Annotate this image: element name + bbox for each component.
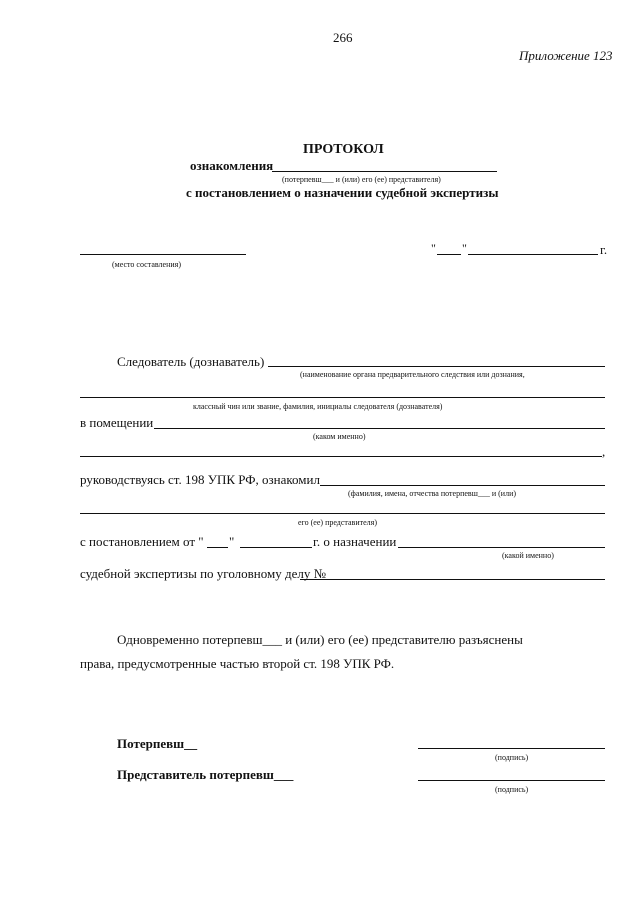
representative-caption: его (ее) представителя) xyxy=(298,518,377,527)
decree-which-blank-line xyxy=(398,547,605,548)
premises-caption: (каком именно) xyxy=(313,432,366,441)
page-number: 266 xyxy=(333,30,353,45)
victim-signature-line xyxy=(418,748,605,749)
case-number-blank-line xyxy=(300,579,605,580)
representative-blank-line xyxy=(80,513,605,514)
subject-blank-line xyxy=(272,171,497,172)
protocol-subtitle-1: ознакомления xyxy=(190,158,274,173)
protocol-subtitle-2: с постановлением о назначении судебной экспертизы xyxy=(186,185,499,200)
decree-close-quote: " xyxy=(229,534,235,549)
fio-caption: (фамилия, имена, отчества потерпевш___ и (или) xyxy=(348,489,517,498)
rank-blank-line xyxy=(80,397,605,398)
date-day-blank xyxy=(437,254,461,255)
decree-which-caption: (какой именно) xyxy=(502,551,554,560)
decree-label: с постановлением от " xyxy=(80,534,204,549)
decree-year-label: г. о назначении xyxy=(313,534,397,549)
rank-caption: классный чин или звание, фамилия, инициалы следователя (дознавателя) xyxy=(193,402,443,411)
rights-paragraph-line-1: Одновременно потерпевш___ и (или) его (ее) представителю разъяснены xyxy=(117,632,523,647)
representative-signature-caption: (подпись) xyxy=(495,785,529,794)
place-blank-line xyxy=(80,254,246,255)
appendix-label: Приложение 123 xyxy=(519,48,613,63)
date-month-year-blank xyxy=(468,254,598,255)
premises-label: в помещении xyxy=(80,415,154,430)
premises-blank-line xyxy=(154,428,605,429)
investigator-blank-line xyxy=(268,366,605,367)
victim-signature-label: Потерпевш__ xyxy=(117,736,198,751)
date-year-suffix: г. xyxy=(600,242,608,257)
representative-signature-label: Представитель потерпевш___ xyxy=(117,767,294,782)
premises-comma: , xyxy=(602,444,606,459)
decree-day-blank xyxy=(207,547,228,548)
place-caption: (место составления) xyxy=(112,260,181,269)
representative-signature-line xyxy=(418,780,605,781)
protocol-title: ПРОТОКОЛ xyxy=(303,142,384,157)
date-open-quote: " xyxy=(431,241,436,255)
case-label: судебной экспертизы по уголовному делу № xyxy=(80,566,326,581)
subject-caption: (потерпевш___ и (или) его (ее) представителя) xyxy=(282,175,441,184)
victim-name-blank-line xyxy=(320,485,605,486)
decree-month-blank xyxy=(240,547,312,548)
victim-signature-caption: (подпись) xyxy=(495,753,529,762)
organ-caption: (наименование органа предварительного следствия или дознания, xyxy=(300,370,525,379)
investigator-label: Следователь (дознаватель) xyxy=(117,354,265,369)
guided-label: руководствуясь ст. 198 УПК РФ, ознакомил xyxy=(80,472,320,487)
date-close-quote: " xyxy=(462,241,467,255)
rights-paragraph-line-2: права, предусмотренные частью второй ст. 198 УПК РФ. xyxy=(80,656,395,671)
premises-blank-line-2 xyxy=(80,456,602,457)
